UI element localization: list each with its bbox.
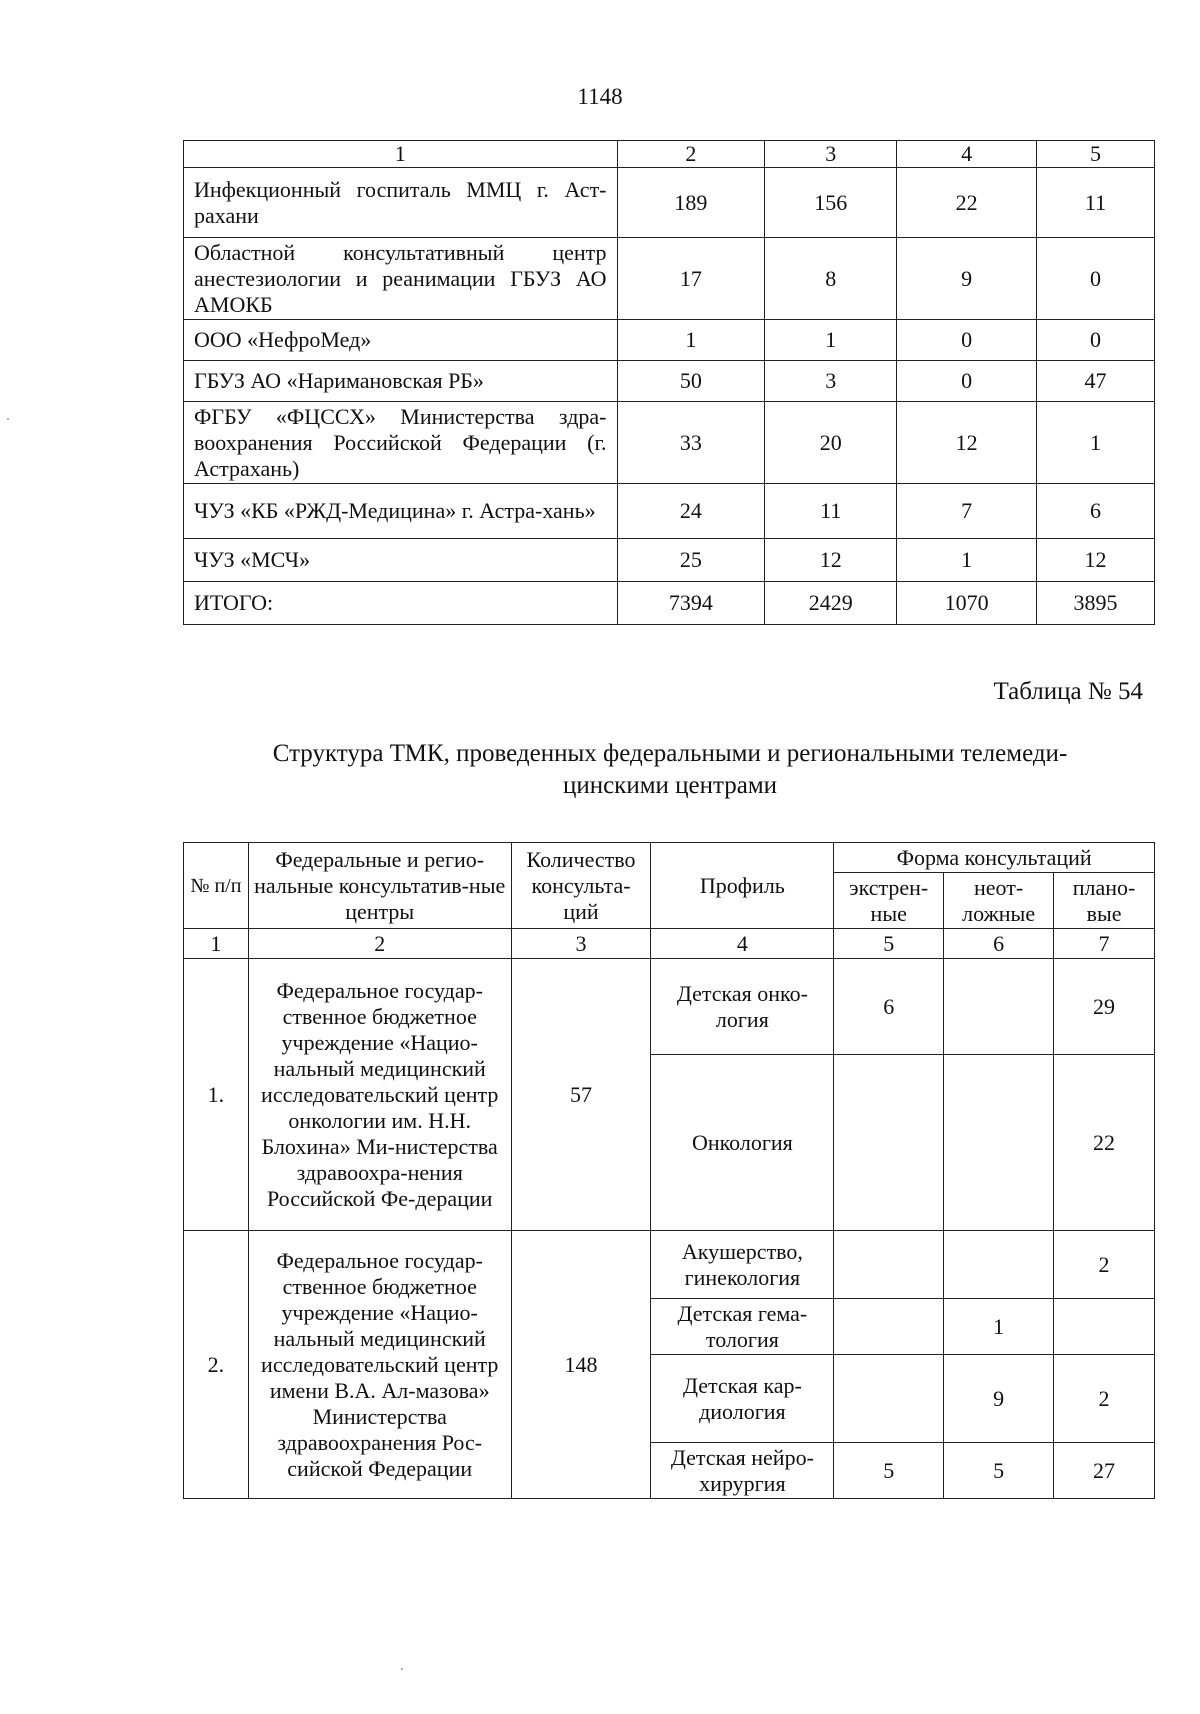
table-row: [184, 168, 1155, 238]
urgent-value: [944, 1055, 1054, 1231]
profile: Детская кар-диология: [651, 1355, 834, 1443]
org-name: ЧУЗ «МСЧ»: [184, 539, 618, 582]
cell-value: 1: [765, 320, 897, 361]
header-urgent: неот-ложные: [944, 873, 1054, 929]
col-number: 4: [651, 929, 834, 959]
total-row: [184, 582, 1155, 625]
total-value: 2429: [765, 582, 897, 625]
profile: Детская гема-тология: [651, 1299, 834, 1355]
column-number-row: [184, 929, 1155, 959]
cell-value: 9: [897, 238, 1037, 320]
urgent-value: 1: [944, 1299, 1054, 1355]
table-54: [183, 842, 1155, 1499]
cell-value: 0: [1037, 320, 1155, 361]
planned-value: 22: [1054, 1055, 1155, 1231]
cell-value: 12: [1037, 539, 1155, 582]
center-name: Федеральное государ-ственное бюджетное учреждение «Нацио-нальный медицинский исследовательский центр имени В.А. Ал-мазова» Министерства здравоохранения Рос-сийской Федерации: [248, 1231, 511, 1499]
cell-value: 11: [765, 484, 897, 539]
total-value: 1070: [897, 582, 1037, 625]
cell-value: 17: [617, 238, 765, 320]
cell-value: 189: [617, 168, 765, 238]
previous-table: [183, 140, 1155, 625]
scan-speck: [7, 418, 9, 420]
cell-value: 3: [765, 361, 897, 402]
col-number: 2: [617, 141, 765, 168]
table-row: [184, 1231, 1155, 1299]
cell-value: 25: [617, 539, 765, 582]
header-form: Форма консультаций: [834, 843, 1155, 873]
table-row: [184, 361, 1155, 402]
profile: Детская онко-логия: [651, 959, 834, 1055]
table-row: [184, 320, 1155, 361]
page-number: 1148: [577, 84, 623, 109]
emergency-value: [834, 1231, 944, 1299]
header-profile: Профиль: [651, 843, 834, 929]
emergency-value: 5: [834, 1443, 944, 1499]
cell-value: 20: [765, 402, 897, 484]
cell-value: 156: [765, 168, 897, 238]
col-number: 4: [897, 141, 1037, 168]
urgent-value: 5: [944, 1443, 1054, 1499]
table-row: [184, 484, 1155, 539]
col-number: 5: [834, 929, 944, 959]
table-title-line: цинскими центрами: [562, 772, 778, 799]
emergency-value: [834, 1355, 944, 1443]
cell-value: 7: [897, 484, 1037, 539]
cell-value: 50: [617, 361, 765, 402]
consultation-count: 148: [511, 1231, 651, 1499]
header-emergency: экстрен-ные: [834, 873, 944, 929]
planned-value: 29: [1054, 959, 1155, 1055]
cell-value: 8: [765, 238, 897, 320]
org-name: Инфекционный госпиталь ММЦ г. Аст-рахани: [184, 168, 618, 238]
org-name: Областной консультативный центр анестезиологии и реанимации ГБУЗ АО АМОКБ: [184, 238, 618, 320]
table-row: [184, 539, 1155, 582]
col-number: 2: [248, 929, 511, 959]
urgent-value: [944, 959, 1054, 1055]
emergency-value: 6: [834, 959, 944, 1055]
header-row: [184, 843, 1155, 873]
emergency-value: [834, 1055, 944, 1231]
cell-value: 1: [617, 320, 765, 361]
row-number: 2.: [184, 1231, 249, 1499]
planned-value: [1054, 1299, 1155, 1355]
col-number: 1: [184, 929, 249, 959]
cell-value: 12: [897, 402, 1037, 484]
consultation-count: 57: [511, 959, 651, 1231]
scan-speck: [401, 1668, 403, 1670]
org-name: ООО «НефроМед»: [184, 320, 618, 361]
row-number: 1.: [184, 959, 249, 1231]
total-value: 7394: [617, 582, 765, 625]
col-number: 3: [511, 929, 651, 959]
urgent-value: 9: [944, 1355, 1054, 1443]
cell-value: 6: [1037, 484, 1155, 539]
urgent-value: [944, 1231, 1054, 1299]
cell-value: 1: [897, 539, 1037, 582]
cell-value: 1: [1037, 402, 1155, 484]
center-name: Федеральное государ-ственное бюджетное учреждение «Нацио-нальный медицинский исследовательский центр онкологии им. Н.Н. Блохина» Ми-нистерства здравоохра-нения Российской Фе-дерации: [248, 959, 511, 1231]
emergency-value: [834, 1299, 944, 1355]
cell-value: 47: [1037, 361, 1155, 402]
table-row: [184, 959, 1155, 1055]
header-centers: Федеральные и регио-нальные консультатив-ные центры: [248, 843, 511, 929]
col-number: 1: [184, 141, 618, 168]
cell-value: 11: [1037, 168, 1155, 238]
cell-value: 0: [897, 320, 1037, 361]
org-name: ЧУЗ «КБ «РЖД-Медицина» г. Астра-хань»: [184, 484, 618, 539]
cell-value: 0: [897, 361, 1037, 402]
cell-value: 12: [765, 539, 897, 582]
table-row: [184, 238, 1155, 320]
table-row: [184, 402, 1155, 484]
planned-value: 27: [1054, 1443, 1155, 1499]
org-name: ФГБУ «ФЦССХ» Министерства здра-воохранения Российской Федерации (г. Астрахань): [184, 402, 618, 484]
table-header-row: [184, 141, 1155, 168]
table-title: [220, 738, 1120, 802]
col-number: 6: [944, 929, 1054, 959]
header-count: Количество консульта-ций: [511, 843, 651, 929]
profile: Детская нейро-хирургия: [651, 1443, 834, 1499]
header-num: № п/п: [184, 843, 249, 929]
header-planned: плано-вые: [1054, 873, 1155, 929]
table-title-line: Структура ТМК, проведенных федеральными и региональными телемеди-: [272, 740, 1068, 767]
cell-value: 22: [897, 168, 1037, 238]
col-number: 5: [1037, 141, 1155, 168]
total-value: 3895: [1037, 582, 1155, 625]
profile: Акушерство, гинекология: [651, 1231, 834, 1299]
cell-value: 24: [617, 484, 765, 539]
total-label: ИТОГО:: [184, 582, 618, 625]
cell-value: 33: [617, 402, 765, 484]
planned-value: 2: [1054, 1231, 1155, 1299]
profile: Онкология: [651, 1055, 834, 1231]
planned-value: 2: [1054, 1355, 1155, 1443]
col-number: 7: [1054, 929, 1155, 959]
org-name: ГБУЗ АО «Наримановская РБ»: [184, 361, 618, 402]
col-number: 3: [765, 141, 897, 168]
cell-value: 0: [1037, 238, 1155, 320]
table-caption: Таблица № 54: [993, 678, 1143, 705]
